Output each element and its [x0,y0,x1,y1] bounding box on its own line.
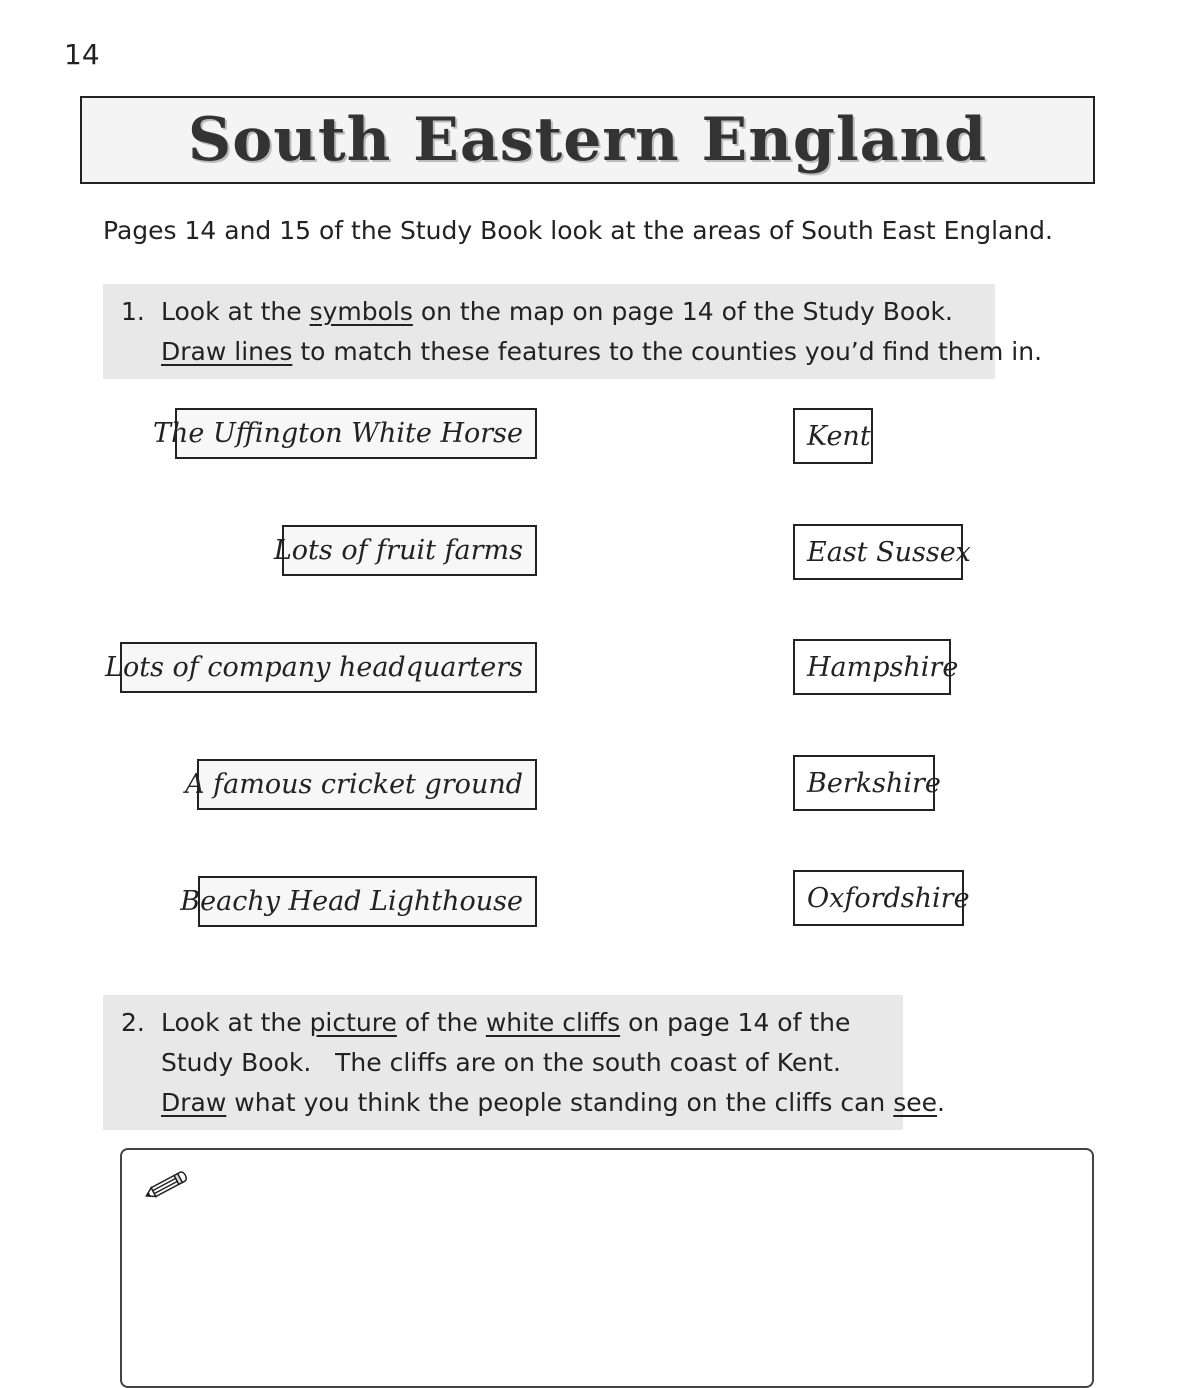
intro-text: Pages 14 and 15 of the Study Book look at the areas of South East England. [103,216,1053,245]
feature-box[interactable] [273,525,537,576]
feature-label: Lots of fruit farms [273,535,523,566]
question-2-line-2 [121,1043,903,1083]
pencil-icon [140,1170,190,1206]
underlined-text: picture [309,1008,397,1037]
county-label: Kent [807,420,871,452]
feature-label: Lots of company headquarters [105,652,523,683]
question-2-line-1 [121,1003,903,1043]
feature-box[interactable] [180,876,537,927]
county-box[interactable] [793,639,959,695]
underlined-text: Draw lines [161,337,293,366]
text: Look at the [161,1008,310,1037]
question-1 [103,284,1043,379]
page-title: South Eastern England [187,105,988,175]
feature-box[interactable] [105,642,537,693]
underlined-text: symbols [309,297,413,326]
county-box[interactable] [793,524,971,580]
county-label: Oxfordshire [807,882,970,914]
county-label: East Sussex [807,536,971,568]
county-box[interactable] [793,870,970,926]
county-label: Berkshire [807,767,941,799]
county-box[interactable] [793,408,873,464]
county-box[interactable] [793,755,941,811]
page-number: 14 [64,38,100,71]
underlined-text: Draw [161,1088,227,1117]
text: . [937,1088,945,1117]
feature-label: A famous cricket ground [185,769,523,800]
feature-label: Beachy Head Lighthouse [180,886,523,917]
question-1-line-2 [121,332,1043,372]
underlined-text: see [893,1088,938,1117]
feature-label: The Uffington White Horse [153,418,523,449]
question-1-line-1 [121,292,995,332]
question-number: 2. [121,1008,145,1037]
text: Study Book. The cliffs are on the south coast of Kent. [161,1048,841,1077]
county-label: Hampshire [807,651,959,683]
feature-box[interactable] [153,408,537,459]
drawing-answer-box[interactable] [120,1148,1094,1388]
question-number: 1. [121,297,145,326]
question-2 [103,995,945,1130]
feature-box[interactable] [185,759,537,810]
question-2-line-3 [121,1083,945,1123]
text: of the [396,1008,486,1037]
text: on page 14 of the [620,1008,851,1037]
underlined-text: white cliffs [485,1008,621,1037]
text: Look at the [161,297,310,326]
text: on the map on page 14 of the Study Book. [412,297,953,326]
text: to match these features to the counties you’d find them in. [292,337,1043,366]
title-banner [80,96,1095,184]
text: what you think the people standing on the cliffs can [226,1088,894,1117]
